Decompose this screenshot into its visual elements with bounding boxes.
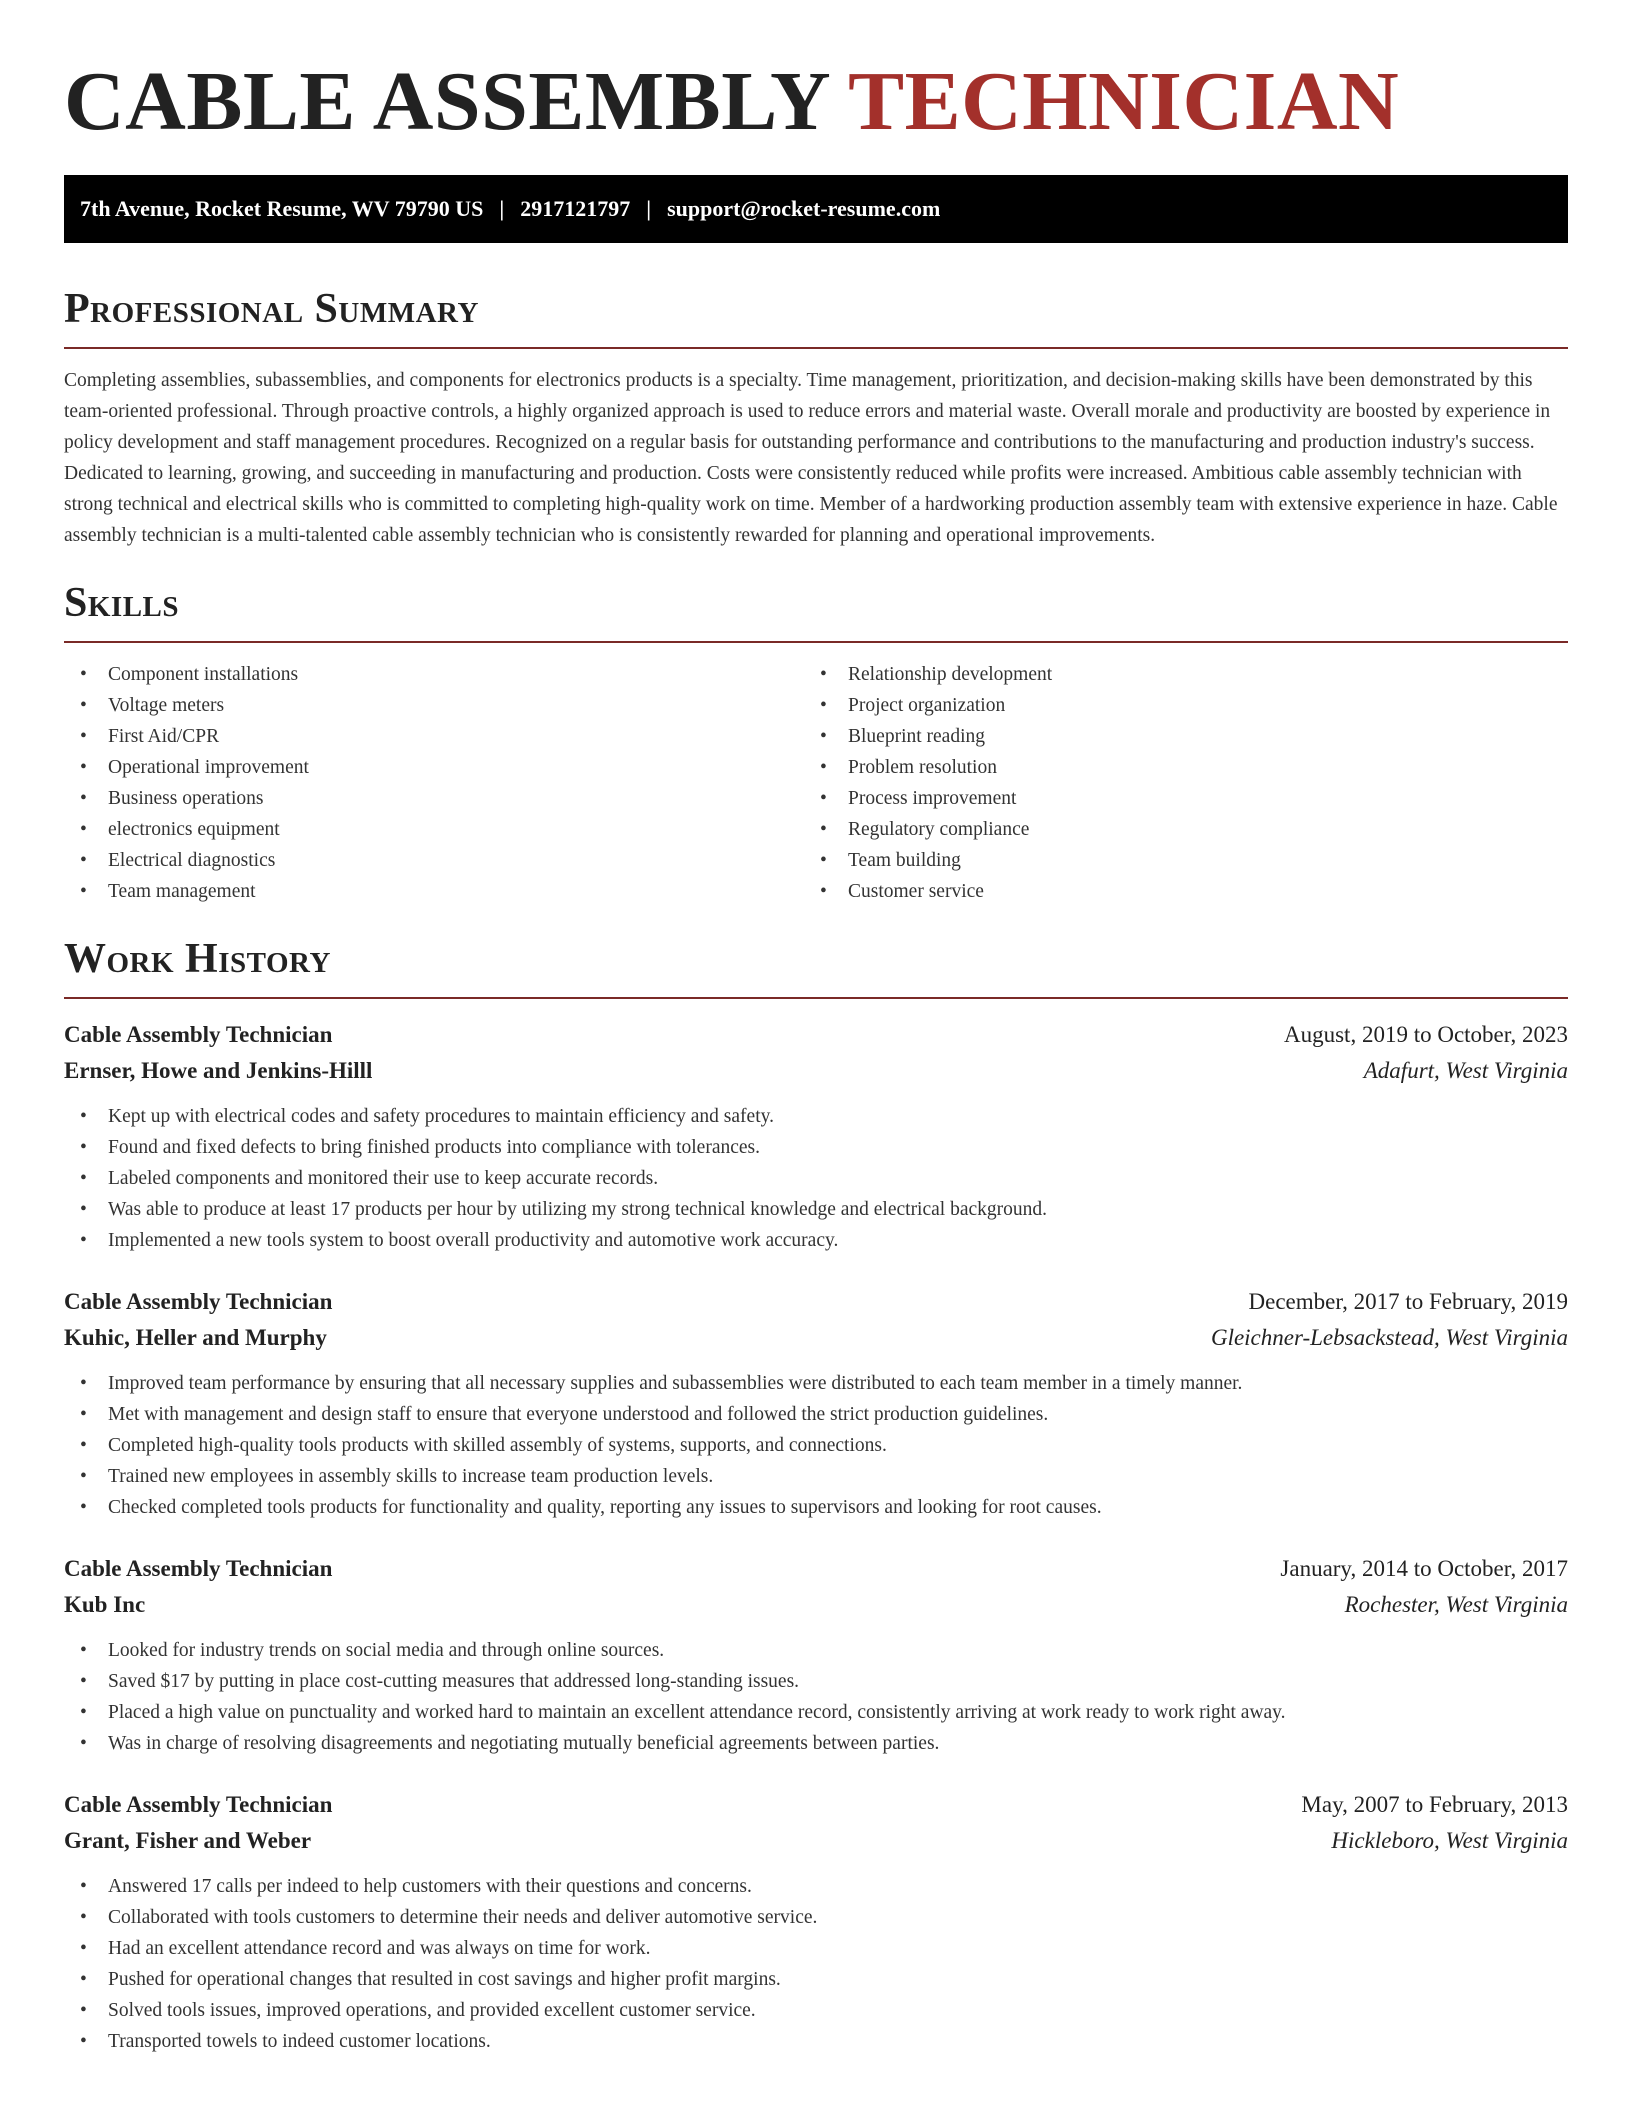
contact-bar <box>64 175 1568 243</box>
job-bullet: • Was in charge of resolving disagreements and negotiating mutually beneficial agreements between parties. <box>64 1728 1568 1759</box>
contact-phone: 2917121797 <box>520 196 631 221</box>
skill-item: • Blueprint reading <box>804 721 1544 752</box>
job-location: Rochester, West Virginia <box>1344 1592 1568 1617</box>
skill-item: • Voltage meters <box>64 690 804 721</box>
job-company-row <box>64 1053 1568 1089</box>
job-bullet: • Had an excellent attendance record and was always on time for work. <box>64 1933 1568 1964</box>
skill-item: • Problem resolution <box>804 752 1544 783</box>
job-list <box>64 1017 1568 2057</box>
job-bullet: • Improved team performance by ensuring that all necessary supplies and subassemblies were distributed to each team member in a timely manner. <box>64 1368 1568 1399</box>
section-divider <box>64 347 1568 349</box>
job-bullet: • Solved tools issues, improved operations, and provided excellent customer service. <box>64 1995 1568 2026</box>
job-bullet: • Kept up with electrical codes and safety procedures to maintain efficiency and safety. <box>64 1101 1568 1132</box>
job-bullet: • Answered 17 calls per indeed to help customers with their questions and concerns. <box>64 1871 1568 1902</box>
job-bullet: • Checked completed tools products for functionality and quality, reporting any issues to supervisors and looking for root causes. <box>64 1492 1568 1523</box>
skill-item: • Business operations <box>64 783 804 814</box>
job-title: Cable Assembly Technician <box>64 1289 333 1314</box>
job-bullet: • Saved $17 by putting in place cost-cutting measures that addressed long-standing issues. <box>64 1666 1568 1697</box>
skill-item: • Regulatory compliance <box>804 814 1544 845</box>
job-header-row <box>64 1787 1568 1823</box>
professional-summary-section <box>64 283 1568 551</box>
skills-list <box>64 659 1568 907</box>
job-bullet: • Looked for industry trends on social media and through online sources. <box>64 1635 1568 1666</box>
skill-item: • Team building <box>804 845 1544 876</box>
job-dates: May, 2007 to February, 2013 <box>1301 1792 1568 1817</box>
section-title-skills: Skills <box>64 580 180 626</box>
skill-item: • First Aid/CPR <box>64 721 804 752</box>
skills-column-right <box>804 659 1544 907</box>
job-bullet: • Met with management and design staff to ensure that everyone understood and followed the strict production guidelines. <box>64 1399 1568 1430</box>
job-bullet-list <box>64 1871 1568 2057</box>
job-company-row <box>64 1320 1568 1356</box>
section-divider <box>64 641 1568 643</box>
skill-item: • Customer service <box>804 876 1544 907</box>
skill-item: • electronics equipment <box>64 814 804 845</box>
skill-item: • Process improvement <box>804 783 1544 814</box>
job-bullet: • Pushed for operational changes that resulted in cost savings and higher profit margins. <box>64 1964 1568 1995</box>
job-location: Gleichner-Lebsackstead, West Virginia <box>1210 1325 1568 1350</box>
job-entry <box>64 1017 1568 1256</box>
job-bullet: • Collaborated with tools customers to determine their needs and deliver automotive service. <box>64 1902 1568 1933</box>
job-company-row <box>64 1823 1568 1859</box>
job-bullet: • Transported towels to indeed customer locations. <box>64 2026 1568 2057</box>
summary-text: Completing assemblies, subassemblies, and components for electronics products is a specialty. Time management, prioritization, and decision-making skills have been demonstrated by this team-oriented professional. Through proactive controls, a highly organized approach is used to reduce errors and material waste. Overall morale and productivity are boosted by experience in policy development and staff management procedures. Recognized on a regular basis for outstanding performance and contributions to the manufacturing and production industry's success. Dedicated to learning, growing, and succeeding in manufacturing and production. Costs were consistently reduced while profits were increased. Ambitious cable assembly technician with strong technical and electrical skills who is committed to completing high-quality work on time. Member of a hardworking production assembly team with extensive experience in haze. Cable assembly technician is a multi-talented cable assembly technician who is consistently rewarded for planning and operational improvements. <box>64 370 1558 546</box>
job-dates: December, 2017 to February, 2019 <box>1248 1289 1568 1314</box>
job-entry <box>64 1787 1568 2057</box>
job-title: Cable Assembly Technician <box>64 1022 333 1047</box>
job-company-row <box>64 1587 1568 1623</box>
job-company: Grant, Fisher and Weber <box>64 1828 312 1853</box>
job-location: Adafurt, West Virginia <box>1363 1058 1568 1083</box>
section-divider <box>64 997 1568 999</box>
work-history-section <box>64 933 1568 2057</box>
skill-item: • Project organization <box>804 690 1544 721</box>
job-header-row <box>64 1017 1568 1053</box>
job-bullet-list <box>64 1368 1568 1523</box>
section-title-work-history: Work History <box>64 936 331 982</box>
resume-name <box>64 0 1568 152</box>
section-title-summary: Professional Summary <box>64 286 479 332</box>
job-bullet: • Trained new employees in assembly skills to increase team production levels. <box>64 1461 1568 1492</box>
job-bullet-list <box>64 1635 1568 1759</box>
job-dates: January, 2014 to October, 2017 <box>1280 1556 1568 1581</box>
contact-email[interactable]: support@rocket-resume.com <box>667 196 941 221</box>
skill-item: • Electrical diagnostics <box>64 845 804 876</box>
job-title: Cable Assembly Technician <box>64 1792 333 1817</box>
job-bullet: • Implemented a new tools system to boost overall productivity and automotive work accuracy. <box>64 1225 1568 1256</box>
contact-separator: | <box>499 196 505 221</box>
job-bullet: • Found and fixed defects to bring finished products into compliance with tolerances. <box>64 1132 1568 1163</box>
job-header-row <box>64 1551 1568 1587</box>
contact-address: 7th Avenue, Rocket Resume, WV 79790 US <box>80 196 484 221</box>
name-last: TECHNICIAN <box>848 55 1400 148</box>
job-bullet: • Was able to produce at least 17 products per hour by utilizing my strong technical knowledge and electrical background. <box>64 1194 1568 1225</box>
job-entry <box>64 1551 1568 1759</box>
contact-separator: | <box>646 196 652 221</box>
job-company: Ernser, Howe and Jenkins-Hilll <box>64 1058 373 1083</box>
skill-item: • Operational improvement <box>64 752 804 783</box>
skill-item: • Relationship development <box>804 659 1544 690</box>
job-dates: August, 2019 to October, 2023 <box>1284 1022 1568 1047</box>
skills-section <box>64 577 1568 907</box>
name-first: CABLE ASSEMBLY <box>64 55 829 148</box>
skills-column-left <box>64 659 804 907</box>
job-company: Kub Inc <box>64 1592 146 1617</box>
job-location: Hickleboro, West Virginia <box>1331 1828 1568 1853</box>
job-bullet: • Completed high-quality tools products with skilled assembly of systems, supports, and connections. <box>64 1430 1568 1461</box>
job-bullet: • Placed a high value on punctuality and worked hard to maintain an excellent attendance record, consistently arriving at work ready to work right away. <box>64 1697 1568 1728</box>
job-bullet-list <box>64 1101 1568 1256</box>
job-title: Cable Assembly Technician <box>64 1556 333 1581</box>
job-bullet: • Labeled components and monitored their use to keep accurate records. <box>64 1163 1568 1194</box>
job-header-row <box>64 1284 1568 1320</box>
skill-item: • Team management <box>64 876 804 907</box>
job-entry <box>64 1284 1568 1523</box>
skill-item: • Component installations <box>64 659 804 690</box>
job-company: Kuhic, Heller and Murphy <box>64 1325 327 1350</box>
